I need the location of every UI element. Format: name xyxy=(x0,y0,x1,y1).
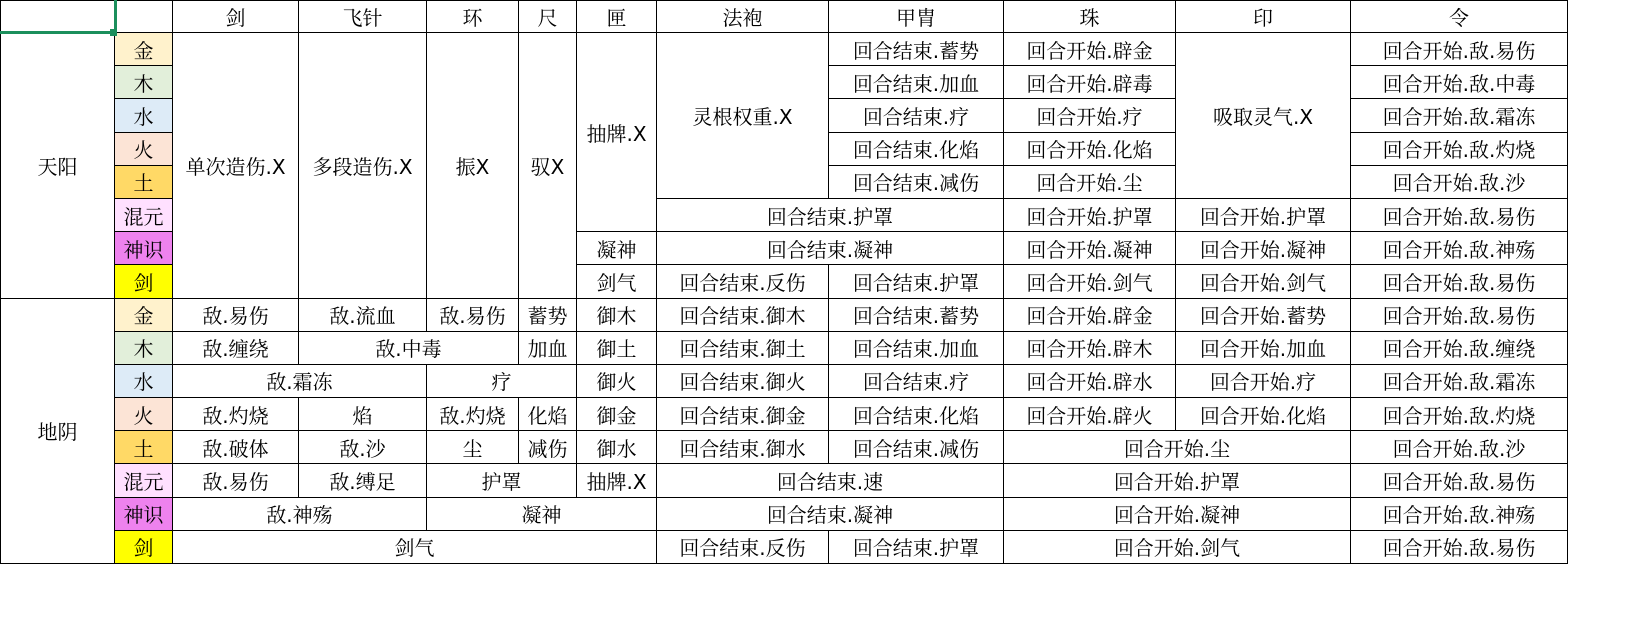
cell[interactable]: 抽牌.X xyxy=(577,33,657,232)
cell[interactable]: 回合结束.减伤 xyxy=(829,431,1004,464)
cell[interactable]: 敌.流血 xyxy=(299,298,427,331)
cell[interactable]: 回合开始.剑气 xyxy=(1176,265,1351,298)
cell[interactable]: 回合结束.疗 xyxy=(829,364,1004,397)
cell[interactable]: 剑气 xyxy=(173,530,657,563)
cell[interactable]: 回合开始.辟金 xyxy=(1004,298,1176,331)
cell[interactable]: 焰 xyxy=(299,398,427,431)
cell[interactable]: 回合开始.敌.灼烧 xyxy=(1351,398,1568,431)
element-mu[interactable]: 木 xyxy=(115,66,173,99)
header-huan[interactable]: 环 xyxy=(427,1,519,33)
cell[interactable]: 回合结束.速 xyxy=(657,464,1004,497)
cell[interactable]: 回合开始.化焰 xyxy=(1004,132,1176,165)
table-row xyxy=(1,497,1568,530)
cell[interactable]: 多段造伤.X xyxy=(299,33,427,299)
table-row xyxy=(1,464,1568,497)
cell[interactable]: 回合结束.蓄势 xyxy=(829,298,1004,331)
cell[interactable]: 化焰 xyxy=(519,398,577,431)
cell[interactable]: 御火 xyxy=(577,364,657,397)
cell[interactable]: 回合开始.辟火 xyxy=(1004,398,1176,431)
cell[interactable]: 护罩 xyxy=(427,464,577,497)
header-chi[interactable]: 尺 xyxy=(519,1,577,33)
cell[interactable]: 御金 xyxy=(577,398,657,431)
cell[interactable]: 御木 xyxy=(577,298,657,331)
element-jian[interactable]: 剑 xyxy=(115,265,173,298)
cell[interactable]: 回合开始.敌.易伤 xyxy=(1351,464,1568,497)
cell[interactable]: 回合结束.御土 xyxy=(657,331,829,364)
cell[interactable]: 回合结束.反伤 xyxy=(657,530,829,563)
cell[interactable]: 回合开始.辟金 xyxy=(1004,33,1176,66)
element-tu[interactable]: 土 xyxy=(115,165,173,198)
cell[interactable]: 敌.霜冻 xyxy=(173,364,427,397)
cell[interactable]: 回合结束.加血 xyxy=(829,331,1004,364)
cell[interactable]: 吸取灵气.X xyxy=(1176,33,1351,199)
cell[interactable]: 回合开始.敌.易伤 xyxy=(1351,198,1568,231)
header-zhu[interactable]: 珠 xyxy=(1004,1,1176,33)
element-hunyuan[interactable]: 混元 xyxy=(115,198,173,231)
cell[interactable]: 回合开始.敌.易伤 xyxy=(1351,298,1568,331)
cell[interactable]: 回合开始.凝神 xyxy=(1004,497,1351,530)
cell[interactable]: 尘 xyxy=(427,431,519,464)
cell[interactable]: 敌.易伤 xyxy=(427,298,519,331)
cell[interactable]: 敌.易伤 xyxy=(173,464,299,497)
cell[interactable]: 回合开始.敌.易伤 xyxy=(1351,530,1568,563)
cell[interactable]: 减伤 xyxy=(519,431,577,464)
cell[interactable]: 回合结束.化焰 xyxy=(829,398,1004,431)
element-mu[interactable]: 木 xyxy=(115,331,173,364)
cell[interactable]: 蓄势 xyxy=(519,298,577,331)
cell[interactable]: 回合开始.敌.缠绕 xyxy=(1351,331,1568,364)
cell[interactable]: 回合开始.敌.霜冻 xyxy=(1351,99,1568,132)
cell[interactable]: 回合开始.护罩 xyxy=(1004,198,1176,231)
cell[interactable]: 敌.缠绕 xyxy=(173,331,299,364)
element-shenshi[interactable]: 神识 xyxy=(115,232,173,265)
table-row xyxy=(1,331,1568,364)
header-ling[interactable]: 令 xyxy=(1351,1,1568,33)
cell[interactable]: 振X xyxy=(427,33,519,299)
cell[interactable]: 回合开始.敌.中毒 xyxy=(1351,66,1568,99)
cell[interactable]: 回合开始.辟木 xyxy=(1004,331,1176,364)
cell[interactable]: 回合结束.加血 xyxy=(829,66,1004,99)
selection-fill-handle[interactable] xyxy=(110,29,117,36)
element-shui[interactable]: 水 xyxy=(115,99,173,132)
cell[interactable]: 回合开始.疗 xyxy=(1176,364,1351,397)
cell[interactable]: 回合开始.凝神 xyxy=(1004,232,1176,265)
cell[interactable]: 回合开始.尘 xyxy=(1004,165,1176,198)
group-diyin[interactable]: 地阴 xyxy=(1,298,115,564)
cell[interactable]: 敌.神殇 xyxy=(173,497,427,530)
table-row xyxy=(1,431,1568,464)
selection-border xyxy=(0,31,117,34)
element-huo[interactable]: 火 xyxy=(115,398,173,431)
cell[interactable]: 敌.缚足 xyxy=(299,464,427,497)
cell[interactable]: 御土 xyxy=(577,331,657,364)
cell[interactable]: 回合开始.疗 xyxy=(1004,99,1176,132)
cell[interactable]: 回合结束.御水 xyxy=(657,431,829,464)
cell[interactable]: 回合结束.疗 xyxy=(829,99,1004,132)
cell[interactable]: 回合开始.敌.易伤 xyxy=(1351,33,1568,66)
cell[interactable]: 回合开始.护罩 xyxy=(1176,198,1351,231)
cell[interactable]: 敌.沙 xyxy=(299,431,427,464)
cell[interactable]: 剑气 xyxy=(577,265,657,298)
group-tianyang[interactable]: 天阳 xyxy=(1,33,115,299)
cell[interactable]: 回合结束.蓄势 xyxy=(829,33,1004,66)
cell[interactable]: 回合结束.凝神 xyxy=(657,497,1004,530)
table-row xyxy=(1,364,1568,397)
cell[interactable]: 回合结束.御火 xyxy=(657,364,829,397)
cell[interactable]: 敌.破体 xyxy=(173,431,299,464)
cell[interactable]: 回合结束.护罩 xyxy=(829,265,1004,298)
cell[interactable]: 回合结束.护罩 xyxy=(829,530,1004,563)
cell[interactable]: 回合开始.敌.神殇 xyxy=(1351,232,1568,265)
header-feizhen[interactable]: 飞针 xyxy=(299,1,427,33)
cell[interactable]: 凝神 xyxy=(427,497,657,530)
header-fapao[interactable]: 法袍 xyxy=(657,1,829,33)
cell[interactable]: 敌.中毒 xyxy=(299,331,519,364)
cell[interactable]: 凝神 xyxy=(577,232,657,265)
cell[interactable]: 回合结束.御木 xyxy=(657,298,829,331)
cell[interactable]: 驭X xyxy=(519,33,577,299)
cell[interactable]: 回合开始.凝神 xyxy=(1176,232,1351,265)
cell[interactable]: 回合开始.敌.神殇 xyxy=(1351,497,1568,530)
cell[interactable]: 敌.灼烧 xyxy=(173,398,299,431)
element-jin[interactable]: 金 xyxy=(115,298,173,331)
cell[interactable]: 回合开始.护罩 xyxy=(1004,464,1351,497)
cell[interactable]: 单次造伤.X xyxy=(173,33,299,299)
cell[interactable]: 回合开始.剑气 xyxy=(1004,265,1176,298)
table-row xyxy=(1,530,1568,563)
cell[interactable]: 回合结束.凝神 xyxy=(657,232,1004,265)
cell[interactable]: 回合开始.敌.沙 xyxy=(1351,165,1568,198)
table-row xyxy=(1,398,1568,431)
cell[interactable]: 疗 xyxy=(427,364,577,397)
cell[interactable]: 回合开始.敌.易伤 xyxy=(1351,265,1568,298)
header-yin[interactable]: 印 xyxy=(1176,1,1351,33)
cell[interactable]: 回合开始.尘 xyxy=(1004,431,1351,464)
header-xia[interactable]: 匣 xyxy=(577,1,657,33)
element-shenshi[interactable]: 神识 xyxy=(115,497,173,530)
cell[interactable]: 回合结束.护罩 xyxy=(657,198,1004,231)
cell[interactable]: 回合开始.辟水 xyxy=(1004,364,1176,397)
cell[interactable]: 敌.灼烧 xyxy=(427,398,519,431)
cell[interactable]: 加血 xyxy=(519,331,577,364)
cell[interactable]: 回合开始.剑气 xyxy=(1004,530,1351,563)
cell[interactable]: 抽牌.X xyxy=(577,464,657,497)
cell[interactable]: 回合结束.反伤 xyxy=(657,265,829,298)
header-jian[interactable]: 剑 xyxy=(173,1,299,33)
cell[interactable]: 御水 xyxy=(577,431,657,464)
cell[interactable]: 回合结束.化焰 xyxy=(829,132,1004,165)
corner-cell[interactable] xyxy=(1,1,115,33)
cell[interactable]: 回合结束.御金 xyxy=(657,398,829,431)
element-hunyuan[interactable]: 混元 xyxy=(115,464,173,497)
cell[interactable]: 回合结束.减伤 xyxy=(829,165,1004,198)
header-row xyxy=(1,1,1568,33)
element-jian[interactable]: 剑 xyxy=(115,530,173,563)
element-jin[interactable]: 金 xyxy=(115,33,173,66)
table-row xyxy=(1,298,1568,331)
element-shui[interactable]: 水 xyxy=(115,364,173,397)
header-jiazhou[interactable]: 甲胄 xyxy=(829,1,1004,33)
cell[interactable]: 灵根权重.X xyxy=(657,33,829,199)
corner-cell-2[interactable] xyxy=(115,1,173,33)
element-huo[interactable]: 火 xyxy=(115,132,173,165)
cell[interactable]: 回合开始.加血 xyxy=(1176,331,1351,364)
cell[interactable]: 敌.易伤 xyxy=(173,298,299,331)
cell[interactable]: 回合开始.辟毒 xyxy=(1004,66,1176,99)
cell[interactable]: 回合开始.敌.沙 xyxy=(1351,431,1568,464)
cell[interactable]: 回合开始.化焰 xyxy=(1176,398,1351,431)
cell[interactable]: 回合开始.蓄势 xyxy=(1176,298,1351,331)
table-row xyxy=(1,33,1568,66)
cell[interactable]: 回合开始.敌.灼烧 xyxy=(1351,132,1568,165)
cell[interactable]: 回合开始.敌.霜冻 xyxy=(1351,364,1568,397)
element-tu[interactable]: 土 xyxy=(115,431,173,464)
